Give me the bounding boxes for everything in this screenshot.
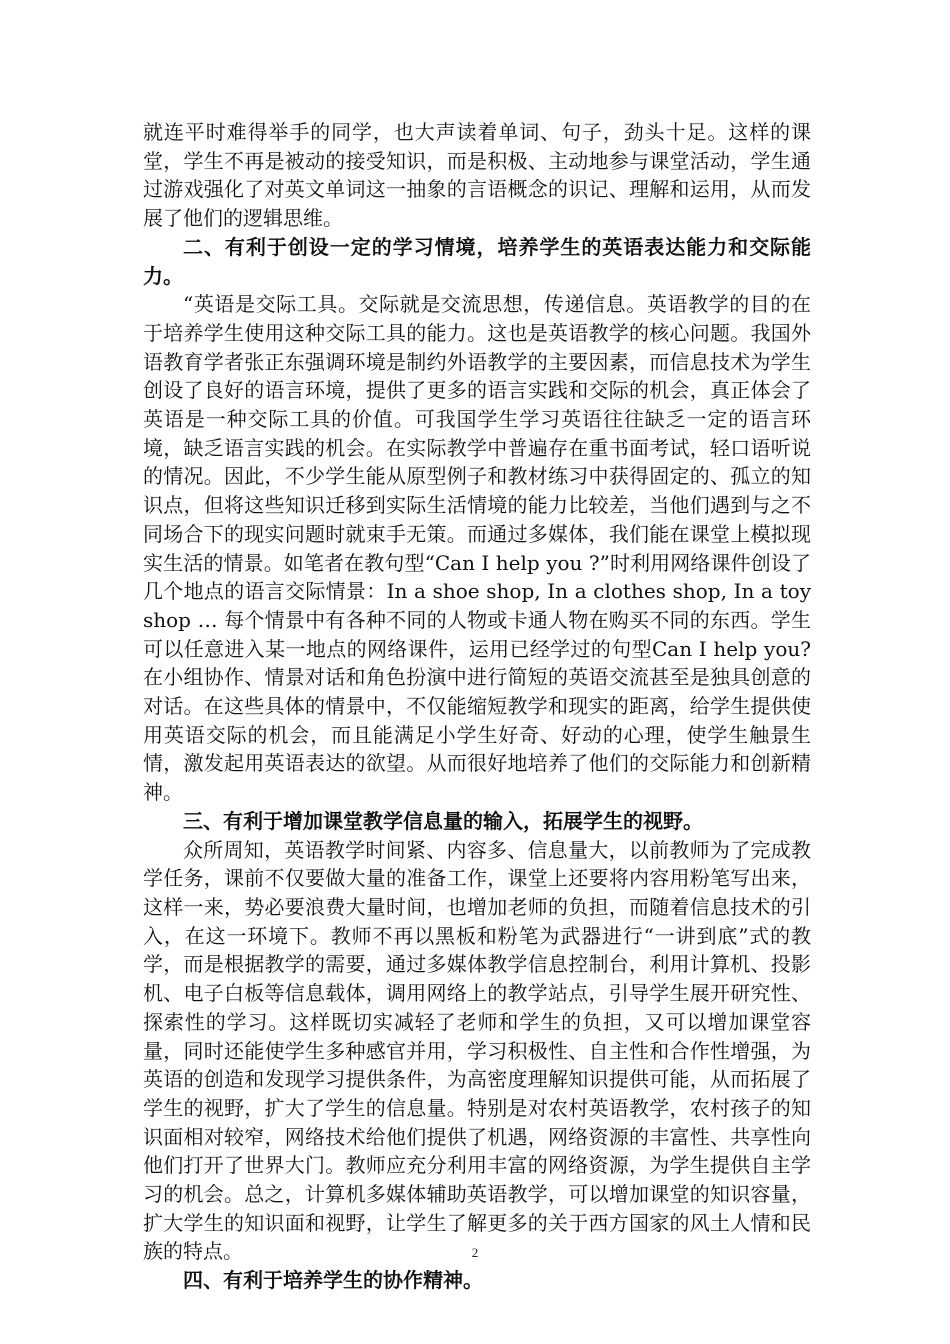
section-heading-4: 四、有利于培养学生的协作精神。 [183, 1268, 483, 1293]
section-heading-2: 二、有利于创设一定的学习情境，培养学生的英语表达能力和交际能力。 [143, 234, 811, 288]
page-number: 2 [471, 1245, 479, 1260]
section-heading-3: 三、有利于增加课堂教学信息量的输入，拓展学生的视野。 [183, 808, 703, 833]
document-body [143, 118, 811, 1295]
paragraph-intro: 就连平时难得举手的同学，也大声读着单词、句子，劲头十足。这样的课堂，学生不再是被动的接受知识，而是积极、主动地参与课堂活动，学生通过游戏强化了对英文单词这一抽象的言语概念的识记、理解和运用，从而发展了他们的逻辑思维。 [143, 120, 811, 231]
paragraph-communication: “英语是交际工具。交际就是交流思想，传递信息。英语教学的目的在于培养学生使用这种交际工具的能力。这也是英语教学的核心问题。我国外语教育学者张正东强调环境是制约外语教学的主要因素，而信息技术为学生创设了良好的语言环境，提供了更多的语言实践和交际的机会，真正体会了英语是一种交际工具的价值。可我国学生学习英语往往缺乏一定的语言环境，缺乏语言实践的机会。在实际教学中普遍存在重书面考试，轻口语听说的情况。因此，不少学生能从原型例子和教材练习中获得固定的、孤立的知识点，但将这些知识迁移到实际生活情境的能力比较差，当他们遇到与之不同场合下的现实问题时就束手无策。而通过多媒体，我们能在课堂上模拟现实生活的情景。如笔者在教句型“Can I help you ?”时利用网络课件创设了几个地点的语言交际情景：In a shoe shop, In a clothes shop, In a toy shop … 每个情景中有各种不同的人物或卡通人物在购买不同的东西。学生可以任意进入某一地点的网络课件，运用已经学过的句型Can I help you? 在小组协作、情景对话和角色扮演中进行简短的英语交流甚至是独具创意的对话。在这些具体的情景中，不仅能缩短教学和现实的距离，给学生提供使用英语交际的机会，而且能满足小学生好奇、好动的心理，使学生触景生情，激发起用英语表达的欲望。从而很好地培养了他们的交际能力和创新精神。 [143, 292, 811, 805]
paragraph-information: 众所周知，英语教学时间紧、内容多、信息量大，以前教师为了完成教学任务，课前不仅要做大量的准备工作，课堂上还要将内容用粉笔写出来，这样一来，势必要浪费大量时间，也增加老师的负担，而随着信息技术的引入，在这一环境下。教师不再以黑板和粉笔为武器进行“一讲到底”式的教学，而是根据教学的需要，通过多媒体教学信息控制台，利用计算机、投影机、电子白板等信息载体，调用网络上的教学站点，引导学生展开研究性、探索性的学习。这样既切实减轻了老师和学生的负担，又可以增加课堂容量，同时还能使学生多种感官并用，学习积极性、自主性和合作性增强，为英语的创造和发现学习提供条件，为高密度理解知识提供可能，从而拓展了学生的视野，扩大了学生的信息量。特别是对农村英语教学，农村孩子的知识面相对较窄，网络技术给他们提供了机遇，网络资源的丰富性、共享性向他们打开了世界大门。教师应充分利用丰富的网络资源，为学生提供自主学习的机会。总之，计算机多媒体辅助英语教学，可以增加课堂的知识容量，扩大学生的知识面和视野，让学生了解更多的关于西方国家的风土人情和民族的特点。 [143, 837, 811, 1264]
